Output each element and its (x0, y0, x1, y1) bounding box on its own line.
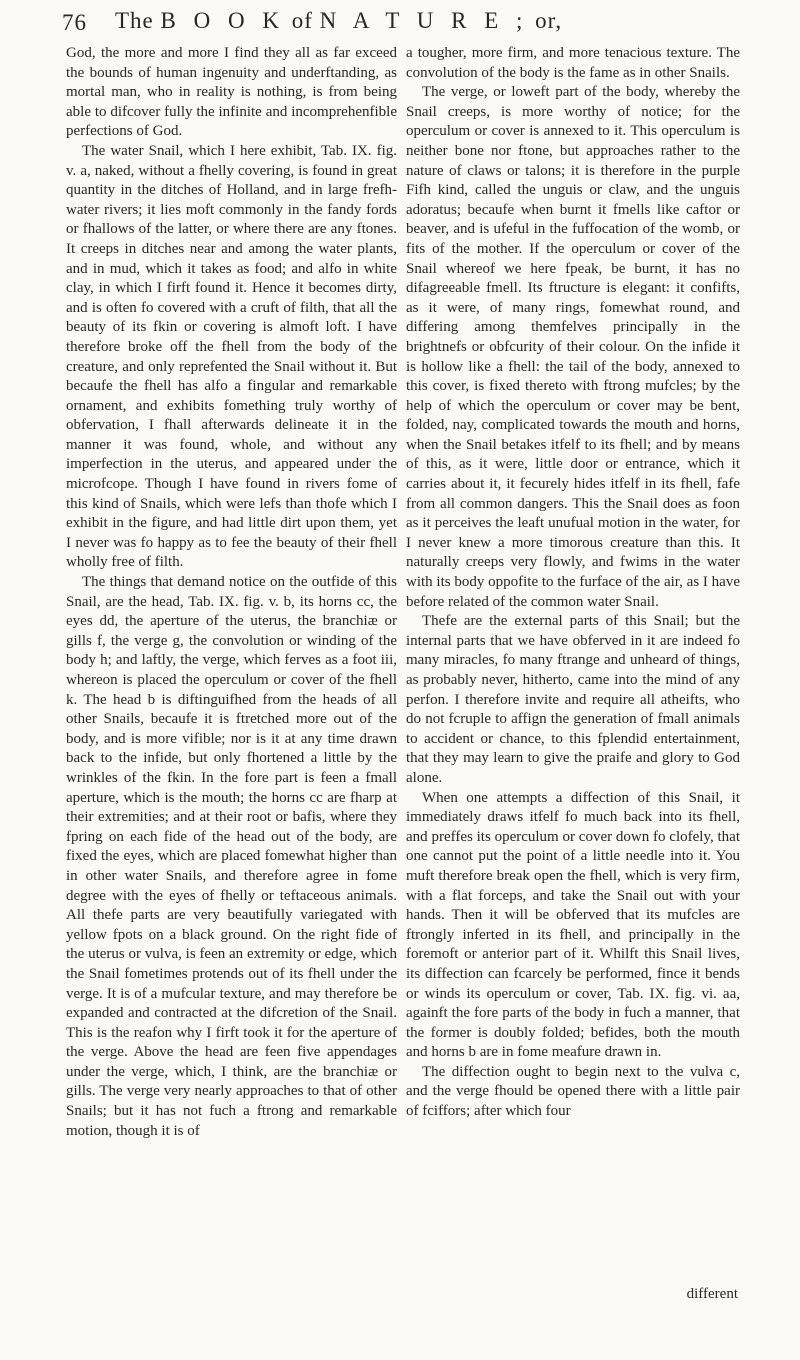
paragraph: The things that demand notice on the outfide of this Snail, are the head, Tab. IX. fig. v. b, its horns cc, the eyes dd, the aperture of the uterus, the branchiæ or gills f, the verge g, the convolution or winding of the body h; and laftly, the verge, which ferves as a foot iii, whereon is placed the operculum or cover of the fhell k. The head b is diftinguifhed from the heads of all other Snails, becaufe it is ftretched more out of the body, and is more vifible; nor is it at any time drawn back to the infide, but only fhortened a little by the wrinkles of the fkin. In the fore part is feen a fmall aperture, which is the mouth; the horns cc are fharp at their extremities; and at their root or bafis, where they fpring on each fide of the head out of the body, are fixed the eyes, which are placed fomewhat higher than in other water Snails, and therefore agree in fome degree with the eyes of fhelly or teftaceous animals. All thefe parts are very beautifully variegated with yellow fpots on a black ground. On the right fide of the uterus or vulva, is feen an extremity or edge, which the Snail fometimes protends out of its fhell under the verge. It is of a mufcular texture, and may therefore be expanded and contracted at the difcretion of the Snail. This is the reafon why I firft took it for the aperture of the verge. Above the head are feen five appendages under the verge, which, I think, are the branchiæ or gills. The verge very nearly approaches to that of other Snails; but it has not fuch a ftrong and remarkable motion, though it is of (66, 574, 397, 1139)
paragraph: The water Snail, which I here exhibit, Tab. IX. fig. v. a, naked, without a fhelly covering, is found in great quantity in the ditches of Holland, and in large frefh-water rivers; it lies moft commonly in the fandy fords or fhallows of the latter, or where there are any ftones. It creeps in ditches near and among the water plants, and in mud, which it takes as food; and alfo in white clay, in which I firft found it. Hence it becomes dirty, and is often fo covered with a cruft of filth, that all the beauty of its fkin or covering is almoft loft. I have therefore broke off the fhell from the body of the creature, and only reprefented the Snail without it. But becaufe the fhell has alfo a fingular and remarkable ornament, and exhibits fomething truly worthy of obfervation, I fhall afterwards delineate it in the manner it was found, whole, and without any imperfection in the uterus, and appeared under the microfcope. Though I have found in rivers fome of this kind of Snails, which were lefs than thofe which I exhibit in the figure, and had little dirt upon them, yet I never was fo happy as to fee the beauty of their fhell wholly free of filth. (66, 142, 397, 571)
paragraph: When one attempts a diffection of this Snail, it immediately draws itfelf fo much back into its fhell, and preffes its operculum or cover down fo clofely, that one cannot put the point of a little needle into it. You muft therefore break open the fhell, which is very firm, with a flat forceps, and take the Snail out with your hands. Then it will be obferved that its mufcles are ftrongly inferted in its fhell, and principally in the foremoft or anterior part of it. Whilft this Snail lives, its diffection can fcarcely be performed, fince it bends or winds its operculum or cover, Tab. IX. fig. vi. aa, againft the fore parts of the body in fuch a manner, that the former is doubly folded; befides, both the mouth and horns b are in fome meafure drawn in. (406, 789, 740, 1061)
running-header (62, 8, 760, 42)
paragraph: a tougher, more firm, and more tenacious texture. The convolution of the body is the fame as in other Snails. (406, 45, 740, 81)
paragraph: God, the more and more I find they all as far exceed the bounds of human ingenuity and underftanding, as mortal man, who in reality is nothing, is from being able to difcover fully the infinite and incomprehenfible perfections of God. (66, 45, 397, 140)
paragraph: Thefe are the external parts of this Snail; but the internal parts that we have obferved in it are indeed fo many miracles, fo many ftrange and unheard of things, as probably never, hitherto, came into the mind of any perfon. I therefore invite and require all atheifts, who do not fcruple to affign the generation of fmall animals to accident or chance, to this fplendid entertainment, that they may learn to give the praife and glory to God alone. (406, 613, 740, 786)
page-number: 76 (62, 10, 87, 35)
right-column (406, 44, 740, 1122)
paragraph: The verge, or loweft part of the body, whereby the Snail creeps, is more worthy of notice; for the operculum or cover is annexed to it. This operculum is neither bone nor ftone, but approaches rather to the nature of claws or talons; it is therefore in the purple Fifh kind, called the unguis or claw, and the unguis adoratus; becaufe when burnt it fmells like caftor or beaver, and is ufeful in the fuffocation of the womb, or fits of the mother. If the operculum or cover of the Snail whereof we here fpeak, be burnt, it has no difagreeable fmell. Its ftructure is elegant: it confifts, as it were, of many rings, fomewhat round, and differing among themfelves principally in the brightnefs or obfcurity of their colour. On the infide it is hollow like a fhell: the tail of the body, annexed to this cover, is fixed thereto with ftrong mufcles; by the help of which the operculum or cover may be bent, folded, nay, complicated towards the mouth and horns, when the Snail betakes itfelf to its fhell; and by means of this, as it were, little door or entrance, which it carries about it, it fecurely hides itfelf in its fhell, fafe from all common dangers. This the Snail does as foon as it perceives the leaft unufual motion in the water, for I never knew a more timorous creature than this. It naturally creeps very flowly, and fwims in the water with its body oppofite to the furface of the air, as I have before related of the common water Snail. (406, 84, 740, 610)
left-column (66, 44, 397, 1141)
catchword: different (686, 1286, 738, 1302)
paragraph: The diffection ought to begin next to the vulva c, and the verge fhould be opened there with a little pair of fciffors; after which four (406, 1063, 740, 1120)
running-title: The B O O K of N A T U R E ; or, (115, 8, 563, 33)
